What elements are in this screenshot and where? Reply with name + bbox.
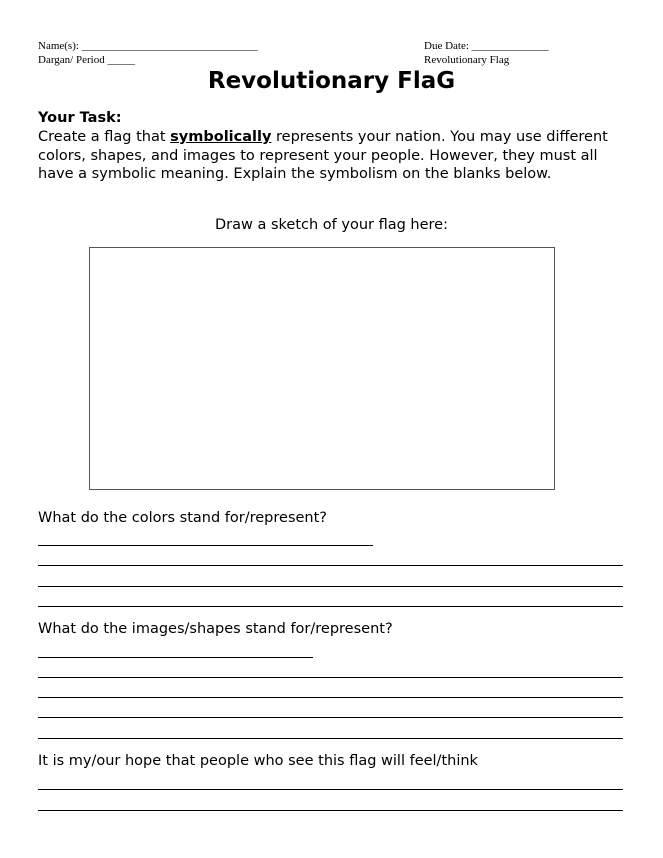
hope-question: It is my/our hope that people who see this flag will feel/think [38,753,478,769]
answer-line[interactable] [38,586,623,587]
answer-line[interactable] [38,810,623,811]
answer-line[interactable] [38,657,313,658]
answer-line[interactable] [38,545,373,546]
task-emphasis: symbolically [170,129,272,145]
task-description [38,128,628,184]
course-label: Revolutionary Flag [424,54,510,66]
task-rest: represents your nation. You may use different colors, shapes, and images to represent your people. However, they must all have a symbolic meaning. Explain the symbolism on the blanks below. [38,129,608,183]
page-title: Revolutionary FlaG [207,68,456,94]
answer-line[interactable] [38,697,623,698]
images-question: What do the images/shapes stand for/represent? [38,621,393,637]
task-intro: Create a flag that [38,129,171,145]
flag-sketch-area[interactable] [89,247,555,490]
due-date-field[interactable]: Due Date: ______________ [424,40,549,52]
answer-line[interactable] [38,717,623,718]
task-heading: Your Task: [38,110,122,126]
sketch-prompt: Draw a sketch of your flag here: [215,217,448,233]
answer-line[interactable] [38,738,623,739]
answer-line[interactable] [38,606,623,607]
answer-line[interactable] [38,677,623,678]
colors-question: What do the colors stand for/represent? [38,510,327,526]
answer-line[interactable] [38,789,623,790]
period-field[interactable]: Dargan/ Period _____ [38,54,135,66]
answer-line[interactable] [38,565,623,566]
name-field[interactable]: Name(s): ________________________________ [38,40,258,52]
